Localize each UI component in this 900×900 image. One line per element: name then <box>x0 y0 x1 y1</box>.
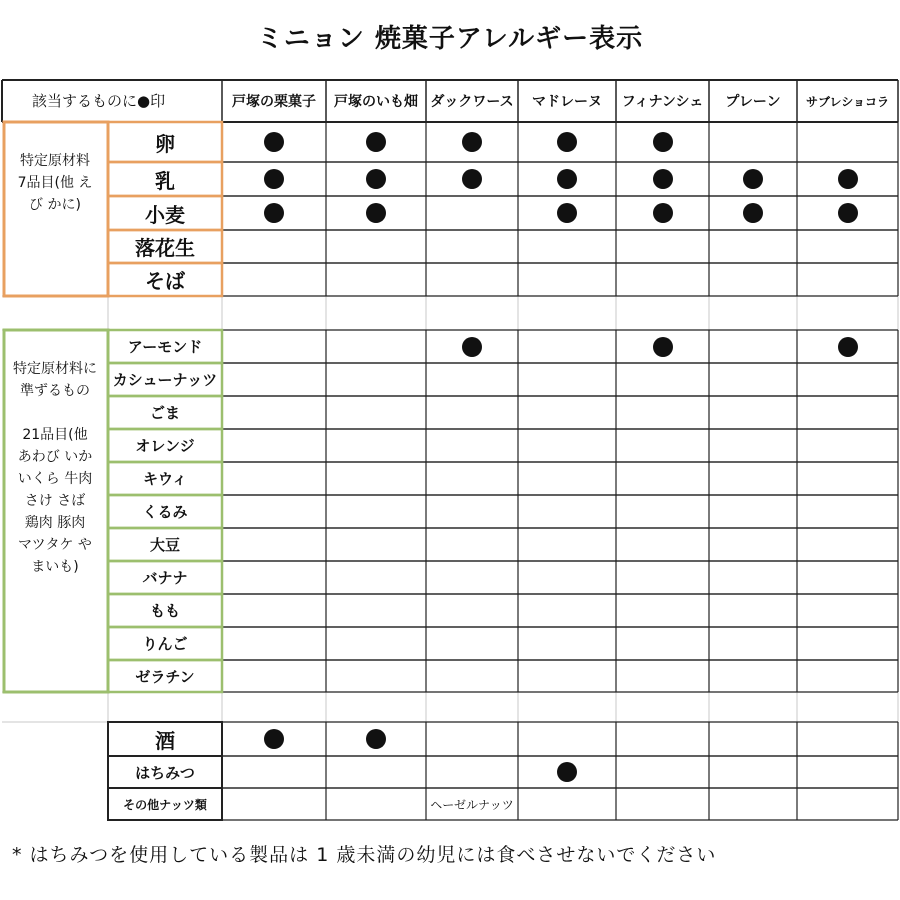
allergen-mark <box>557 169 577 189</box>
allergen-mark <box>264 729 284 749</box>
group2-line: 準ずるもの <box>20 383 90 399</box>
allergen-mark <box>838 203 858 223</box>
group2-line: マツタケ や <box>18 537 92 553</box>
group2-line: いくら 牛肉 <box>17 471 93 487</box>
allergen-mark <box>653 203 673 223</box>
allergen-mark <box>653 169 673 189</box>
allergen-mark <box>462 132 482 152</box>
other-nuts-note: ヘーゼルナッツ <box>430 797 514 812</box>
allergen-mark <box>557 132 577 152</box>
row-label: カシューナッツ <box>112 371 218 389</box>
footnote: * はちみつを使用している製品は 1 歳未満の幼児には食べさせないでください <box>12 844 717 866</box>
row-label: ゼラチン <box>135 667 195 686</box>
column-header: 戸塚のいも畑 <box>334 94 418 110</box>
allergen-mark <box>653 337 673 357</box>
column-header: サブレショコラ <box>806 94 889 109</box>
row-label: 乳 <box>155 168 175 193</box>
allergen-mark <box>264 132 284 152</box>
group1-line2: 7品目(他 え <box>17 175 93 191</box>
allergen-mark <box>366 729 386 749</box>
group2-line: さけ さば <box>24 493 86 509</box>
column-header: プレーン <box>725 94 781 110</box>
row-label: もも <box>149 602 180 620</box>
group2-line: まいも) <box>31 559 79 575</box>
row-label: ごま <box>149 404 180 422</box>
row-label: キウィ <box>142 470 188 488</box>
column-header: フィナンシェ <box>621 94 704 110</box>
allergen-mark <box>743 203 763 223</box>
column-header: ダックワース <box>430 94 514 110</box>
group2-line: 21品目(他 <box>22 427 88 443</box>
allergen-mark <box>743 169 763 189</box>
row-label: 卵 <box>155 131 175 156</box>
allergen-mark <box>557 762 577 782</box>
row-label: りんご <box>142 635 188 653</box>
allergen-mark <box>557 203 577 223</box>
row-label: オレンジ <box>135 437 195 455</box>
group2-line: 鶏肉 豚肉 <box>24 515 86 531</box>
group2-line <box>4 402 106 424</box>
row-label: そば <box>145 269 185 293</box>
column-header: 戸塚の栗菓子 <box>232 94 316 110</box>
allergen-mark <box>366 169 386 189</box>
allergen-mark <box>366 132 386 152</box>
allergen-mark <box>838 337 858 357</box>
row-label: はちみつ <box>135 763 195 782</box>
row-label: その他ナッツ類 <box>123 797 207 812</box>
row-label: 酒 <box>155 728 175 753</box>
legend-header: 該当するものに●印 <box>32 91 166 110</box>
page-title: ミニョン 焼菓子アレルギー表示 <box>256 24 644 54</box>
row-label: 小麦 <box>145 202 185 227</box>
group2-label <box>4 358 106 578</box>
group1-line1: 特定原材料 <box>20 153 90 169</box>
row-label: 落花生 <box>135 236 195 260</box>
row-label: バナナ <box>142 569 188 587</box>
allergen-mark <box>462 337 482 357</box>
allergen-mark <box>264 203 284 223</box>
allergen-mark <box>366 203 386 223</box>
allergen-mark <box>838 169 858 189</box>
row-label: アーモンド <box>127 338 203 356</box>
column-header: マドレーヌ <box>532 94 602 110</box>
row-label: くるみ <box>142 503 188 521</box>
group2-line: 特定原材料に <box>13 361 97 377</box>
group1-line3: び かに) <box>29 197 81 213</box>
allergen-mark <box>462 169 482 189</box>
group1-label <box>4 150 106 216</box>
allergen-mark <box>264 169 284 189</box>
allergen-mark <box>653 132 673 152</box>
row-label: 大豆 <box>149 536 180 554</box>
group2-line: あわび いか <box>17 449 93 465</box>
